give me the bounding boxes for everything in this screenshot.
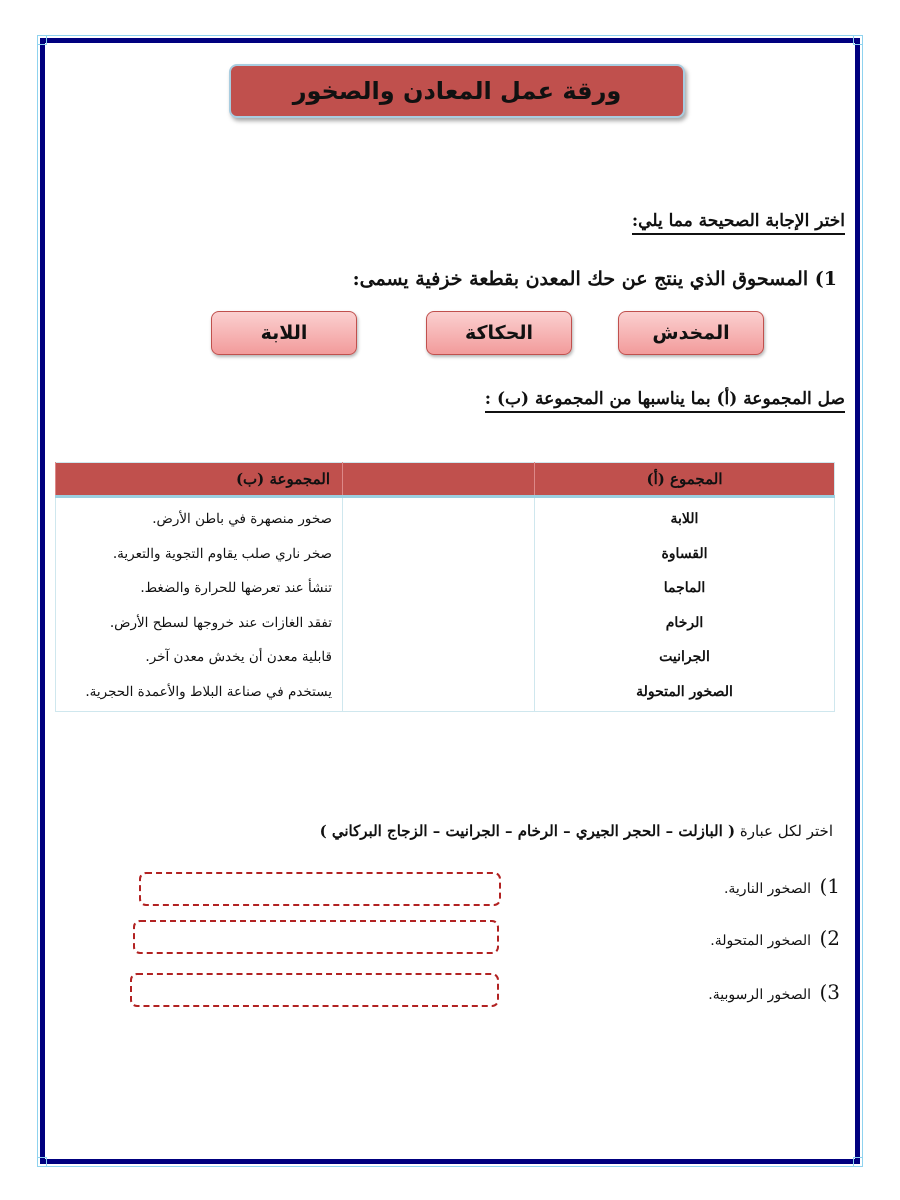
group-b-column xyxy=(56,497,343,712)
matching-table xyxy=(55,462,835,712)
option-lava[interactable]: اللابة xyxy=(211,311,357,355)
header-group-a: المجموع (أ) xyxy=(535,463,835,497)
section2-heading: صل المجموعة (أ) بما يناسبها من المجموعة (ب) : xyxy=(485,389,845,413)
statement-metamorphic xyxy=(710,926,840,950)
table-header-row xyxy=(56,463,835,497)
section3-choices: ( البازلت – الحجر الجيري – الرخام – الجرانيت – الزجاج البركاني ) xyxy=(319,822,736,840)
group-a-column xyxy=(535,497,835,712)
statement-text: الصخور المتحولة. xyxy=(710,933,811,949)
group-b-item: صخور منصهرة في باطن الأرض. xyxy=(152,511,332,527)
worksheet-title xyxy=(229,64,685,118)
group-a-item: الصخور المتحولة xyxy=(636,683,733,700)
worksheet-title-text: ورقة عمل المعادن والصخور xyxy=(292,77,622,105)
group-b-item: يستخدم في صناعة البلاط والأعمدة الحجرية. xyxy=(85,683,332,700)
header-group-b: المجموعة (ب) xyxy=(56,463,343,497)
statement-text: الصخور الرسوبية. xyxy=(708,987,811,1003)
group-b-item: قابلية معدن أن يخدش معدن آخر. xyxy=(145,649,332,665)
section3-instruction xyxy=(320,822,833,840)
question-1 xyxy=(353,268,837,290)
group-a-item: الجرانيت xyxy=(659,649,710,665)
group-a-item: اللابة xyxy=(670,511,699,527)
table-row xyxy=(56,497,835,712)
question-text: المسحوق الذي ينتج عن حك المعدن بقطعة خزفية يسمى: xyxy=(352,268,809,290)
section1-heading: اختر الإجابة الصحيحة مما يلي: xyxy=(632,211,845,235)
answer-box-sedimentary[interactable] xyxy=(130,973,499,1007)
statement-sedimentary xyxy=(708,980,840,1004)
group-a-item: الرخام xyxy=(665,614,704,631)
group-a-item: القساوة xyxy=(661,545,708,562)
statement-number: 3) xyxy=(819,980,840,1004)
header-blank xyxy=(343,463,535,497)
group-a-item: الماجما xyxy=(663,580,706,596)
option-streak-plate-scratcher[interactable]: المخدش xyxy=(618,311,764,355)
answer-box-metamorphic[interactable] xyxy=(133,920,499,954)
group-b-item: تنشأ عند تعرضها للحرارة والضغط. xyxy=(140,580,332,596)
statement-text: الصخور النارية. xyxy=(723,881,811,897)
question-number: 1) xyxy=(814,268,837,290)
statement-igneous xyxy=(724,874,840,898)
statement-number: 2) xyxy=(819,926,840,950)
section3-intro: اختر لكل عبارة xyxy=(739,822,833,840)
answer-box-igneous[interactable] xyxy=(139,872,501,906)
frame-corner xyxy=(853,35,863,45)
frame-corner xyxy=(37,1157,47,1167)
statement-number: 1) xyxy=(819,874,840,898)
group-b-item: تفقد الغازات عند خروجها لسطح الأرض. xyxy=(109,614,332,631)
matching-blank-column[interactable] xyxy=(343,497,535,712)
frame-corner xyxy=(853,1157,863,1167)
frame-corner xyxy=(37,35,47,45)
option-streak[interactable]: الحكاكة xyxy=(426,311,572,355)
group-b-item: صخر ناري صلب يقاوم التجوية والتعرية. xyxy=(112,545,332,562)
